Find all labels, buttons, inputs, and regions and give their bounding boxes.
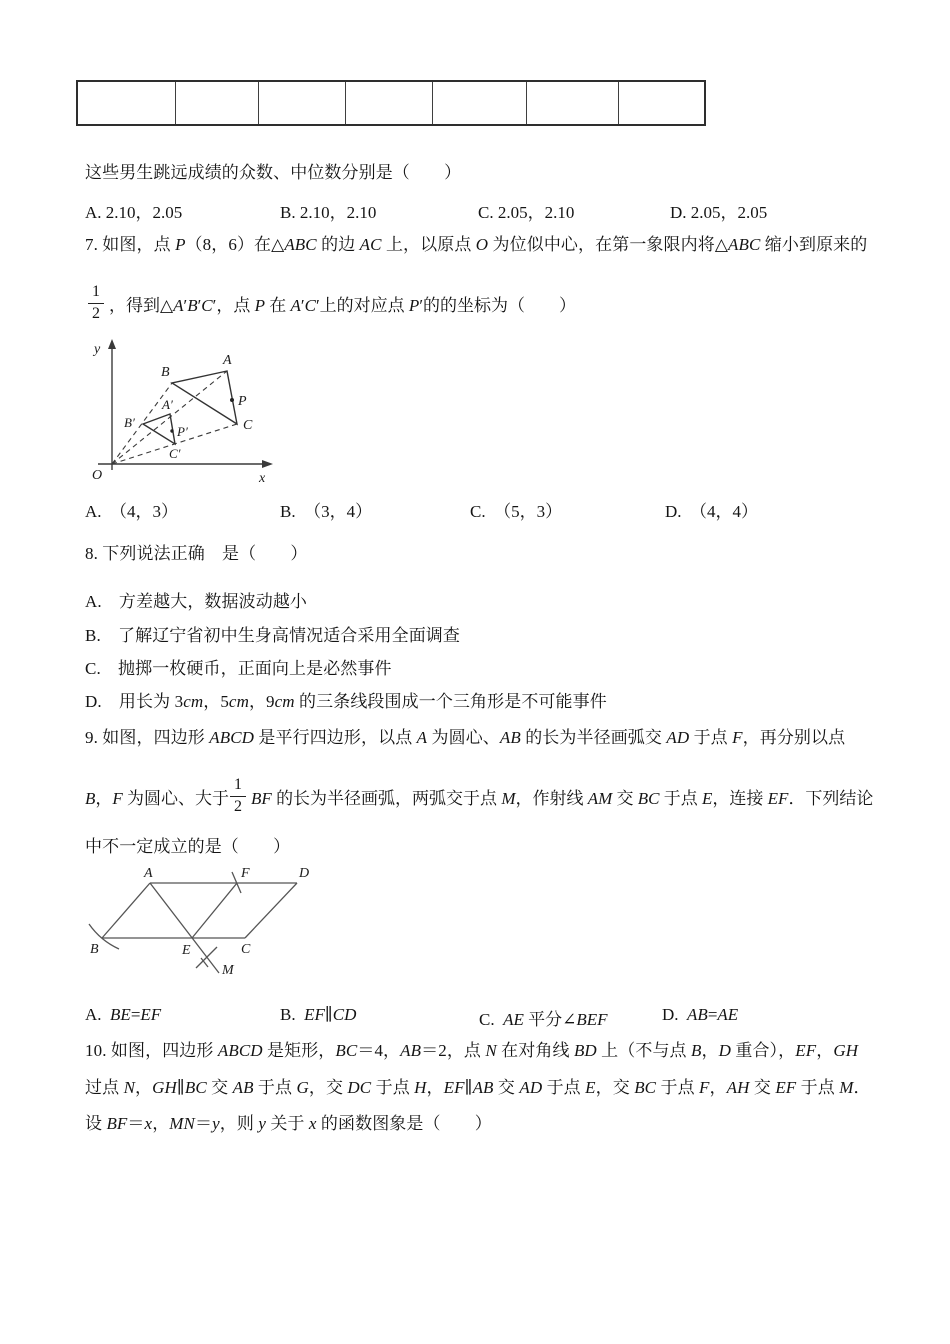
question-7-options xyxy=(85,497,885,521)
option-a: A. BE=EF xyxy=(85,1005,162,1024)
label-a-prime: A′ xyxy=(162,397,173,412)
label-e: E xyxy=(182,943,191,958)
question-9-stem-line3: 中不一定成立的是（ ） xyxy=(85,837,291,856)
triangle-a1b1c1 xyxy=(143,414,175,444)
question-10-stem-line1: 10. 如图，四边形 ABCD 是矩形，BC＝4，AB＝2，点 N 在对角线 BD 上（不与点 B，D 重合），EF，GH xyxy=(85,1041,859,1060)
label-c: C xyxy=(243,418,253,433)
segment-fe xyxy=(192,883,237,938)
table-cell xyxy=(526,81,618,125)
question-7-stem-after-fraction: ，得到△A′B′C′，点 P 在 A′C′上的对应点 P′的的坐标为（ ） xyxy=(109,295,577,315)
fraction-one-half: $\frac{1}{2}$ xyxy=(230,776,246,816)
label-m: M xyxy=(222,963,234,978)
label-b-prime: B′ xyxy=(124,415,135,430)
triangle-abc xyxy=(172,371,237,424)
point-p1 xyxy=(170,429,173,432)
fraction-one-half: $\frac{1}{2}$ xyxy=(88,283,104,323)
option-c: C. 2.05，2.10 xyxy=(478,203,575,222)
option-c: C. AE 平分∠BEF xyxy=(479,1010,608,1029)
question-9-stem-before-fraction: B，F 为圆心、大于 xyxy=(85,788,230,808)
question-9-stem-line2 xyxy=(85,770,873,822)
label-b: B xyxy=(90,942,99,957)
question-7-stem-line2 xyxy=(87,277,576,329)
option-d: D. 2.05，2.05 xyxy=(670,203,768,222)
ray-am xyxy=(150,883,219,973)
option-b: B. （3，4） xyxy=(280,502,373,521)
question-8-stem: 8. 下列说法正确 是（ ） xyxy=(85,544,308,563)
side-cd xyxy=(245,883,297,938)
question-6-options xyxy=(85,198,885,222)
question-8-option-a: A. 方差越大，数据波动越小 xyxy=(85,592,308,611)
option-b: B. EF∥CD xyxy=(280,1005,357,1024)
label-p: P xyxy=(238,394,247,409)
option-a: A. （4，3） xyxy=(85,502,179,521)
label-c: C xyxy=(241,942,251,957)
question-9-stem-line1: 9. 如图，四边形 ABCD 是平行四边形，以点 A 为圆心、AB 的长为半径画弧交 AD 于点 F，再分别以点 xyxy=(85,728,846,747)
label-f: F xyxy=(241,866,250,881)
question-9-options xyxy=(85,1005,885,1029)
label-d: D xyxy=(299,866,310,881)
table-cell xyxy=(618,81,705,125)
x-axis-arrow xyxy=(262,460,273,468)
question-7-stem-line1: 7. 如图，点 P（8，6）在△ABC 的边 AC 上，以原点 O 为位似中心，在第一象限内将△ABC 缩小到原来的 xyxy=(85,235,868,254)
option-a: A. 2.10，2.05 xyxy=(85,203,183,222)
option-d: D. （4，4） xyxy=(665,502,759,521)
label-a: A xyxy=(144,866,153,881)
option-c: C. （5，3） xyxy=(470,502,563,521)
option-b: B. 2.10，2.10 xyxy=(280,203,377,222)
question-10-stem-line2: 过点 N，GH∥BC 交 AB 于点 G，交 DC 于点 H，EF∥AB 交 AD 于点 E，交 BC 于点 F，AH 交 EF 于点 M． xyxy=(85,1078,871,1097)
label-p-prime: P′ xyxy=(177,424,188,439)
score-table xyxy=(76,80,706,126)
side-ab xyxy=(102,883,150,938)
table-cell xyxy=(258,81,345,125)
table-cell xyxy=(432,81,526,125)
table-cell xyxy=(175,81,258,125)
label-x: x xyxy=(259,471,266,486)
label-c-prime: C′ xyxy=(169,446,181,461)
q9-parallelogram-figure xyxy=(80,862,325,984)
q7-coordinate-figure xyxy=(85,336,290,490)
label-y: y xyxy=(94,342,101,357)
question-9-stem-after-fraction: BF 的长为半径画弧，两弧交于点 M，作射线 AM 交 BC 于点 E，连接 EF．下列结论 xyxy=(251,788,874,808)
option-d: D. AB=AE xyxy=(662,1005,739,1024)
label-o: O xyxy=(92,468,103,483)
question-8-option-d: D. 用长为 3cm，5cm，9cm 的三条线段围成一个三角形是不可能事件 xyxy=(85,692,607,711)
table-row xyxy=(77,81,705,125)
label-a: A xyxy=(223,353,232,368)
point-p xyxy=(230,398,234,402)
label-b: B xyxy=(161,365,170,380)
question-8-option-c: C. 抛掷一枚硬币，正面向上是必然事件 xyxy=(85,659,392,678)
y-axis-arrow xyxy=(108,339,116,349)
table-cell xyxy=(345,81,432,125)
table-cell xyxy=(77,81,175,125)
question-6-prompt: 这些男生跳远成绩的众数、中位数分别是（ ） xyxy=(85,163,462,182)
question-10-stem-line3: 设 BF＝x，MN＝y，则 y 关于 x 的函数图象是（ ） xyxy=(85,1114,492,1133)
question-8-option-b: B. 了解辽宁省初中生身高情况适合采用全面调查 xyxy=(85,626,460,645)
